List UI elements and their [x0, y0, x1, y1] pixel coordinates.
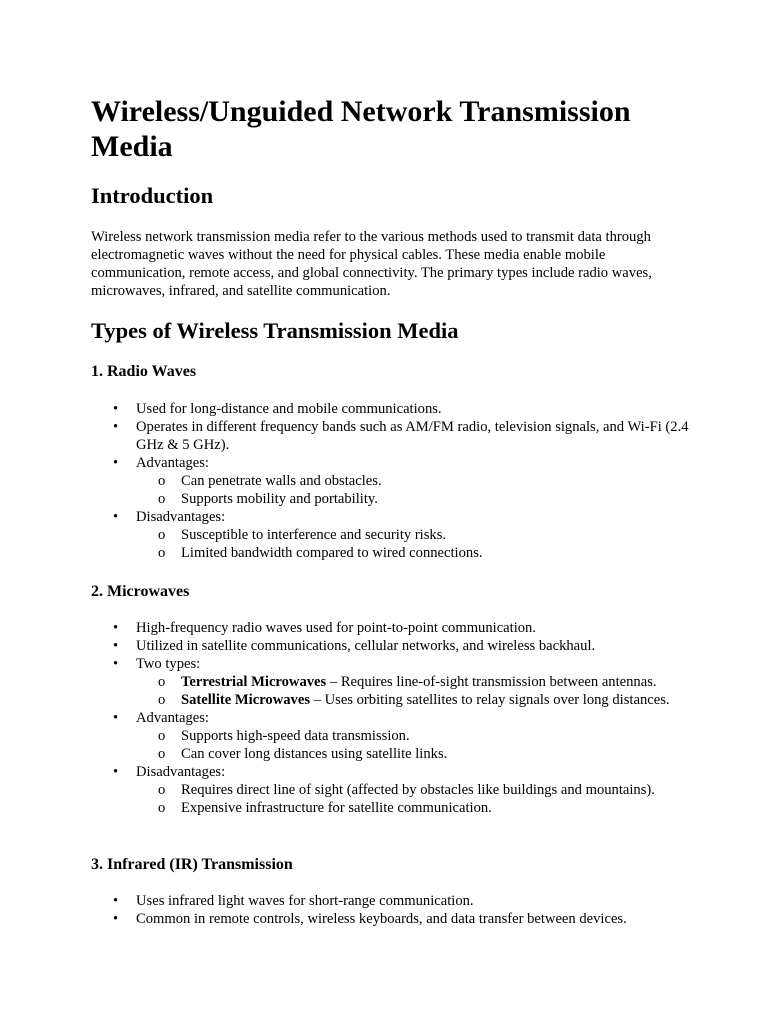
types-label: Two types:	[136, 656, 201, 672]
radio-heading: 1. Radio Waves	[91, 363, 197, 380]
list-item: o Expensive infrastructure for satellite communication.	[136, 799, 691, 817]
list-item	[136, 673, 691, 691]
list-item: • Utilized in satellite communications, cellular networks, and wireless backhaul.	[91, 637, 691, 655]
disadvantages-list	[136, 781, 691, 817]
page-title: Wireless/Unguided Network Transmission Media	[91, 95, 631, 163]
infrared-heading: 3. Infrared (IR) Transmission	[91, 856, 293, 873]
term-description: – Uses orbiting satellites to relay signals over long distances.	[310, 692, 670, 708]
list-item: o Can cover long distances using satellite links.	[136, 745, 691, 763]
list-item	[91, 655, 691, 709]
advantages-list	[136, 472, 691, 508]
list-item: • High-frequency radio waves used for point-to-point communication.	[91, 619, 691, 637]
radio-list	[91, 400, 691, 562]
microwave-types-list	[136, 673, 691, 709]
list-item: • Uses infrared light waves for short-range communication.	[91, 892, 691, 910]
list-item: o Limited bandwidth compared to wired connections.	[136, 544, 691, 562]
list-item: o Supports high-speed data transmission.	[136, 727, 691, 745]
types-heading: Types of Wireless Transmission Media	[91, 318, 459, 343]
microwaves-list	[91, 619, 691, 817]
list-item: • Used for long-distance and mobile communications.	[91, 400, 691, 418]
list-item	[91, 709, 691, 763]
term: Terrestrial Microwaves	[181, 674, 327, 690]
advantages-label: Advantages:	[136, 455, 209, 471]
term-description: – Requires line-of-sight transmission between antennas.	[326, 674, 657, 690]
list-item: o Supports mobility and portability.	[136, 490, 691, 508]
list-item: o Susceptible to interference and security risks.	[136, 526, 691, 544]
advantages-list	[136, 727, 691, 763]
intro-paragraph: Wireless network transmission media refer to the various methods used to transmit data through electromagnetic waves without the need for physical cables. These media enable mobile communication, remote access, and global connectivity. The primary types include radio waves, microwaves, infrared, and satellite communication.	[91, 229, 652, 299]
list-item	[91, 763, 691, 817]
term: Satellite Microwaves	[181, 692, 311, 708]
list-item: o Can penetrate walls and obstacles.	[136, 472, 691, 490]
list-item: • Common in remote controls, wireless keyboards, and data transfer between devices.	[91, 910, 691, 928]
microwaves-heading: 2. Microwaves	[91, 583, 190, 600]
intro-heading: Introduction	[91, 183, 214, 208]
list-item: • Operates in different frequency bands such as AM/FM radio, television signals, and Wi-Fi (2.4 GHz & 5 GHz).	[91, 418, 691, 454]
list-item	[91, 454, 691, 508]
advantages-label: Advantages:	[136, 710, 209, 726]
list-item	[136, 691, 691, 709]
infrared-list	[91, 892, 691, 928]
list-item: o Requires direct line of sight (affected by obstacles like buildings and mountains).	[136, 781, 691, 799]
disadvantages-label: Disadvantages:	[136, 764, 226, 780]
disadvantages-list	[136, 526, 691, 562]
disadvantages-label: Disadvantages:	[136, 509, 226, 525]
list-item	[91, 508, 691, 562]
